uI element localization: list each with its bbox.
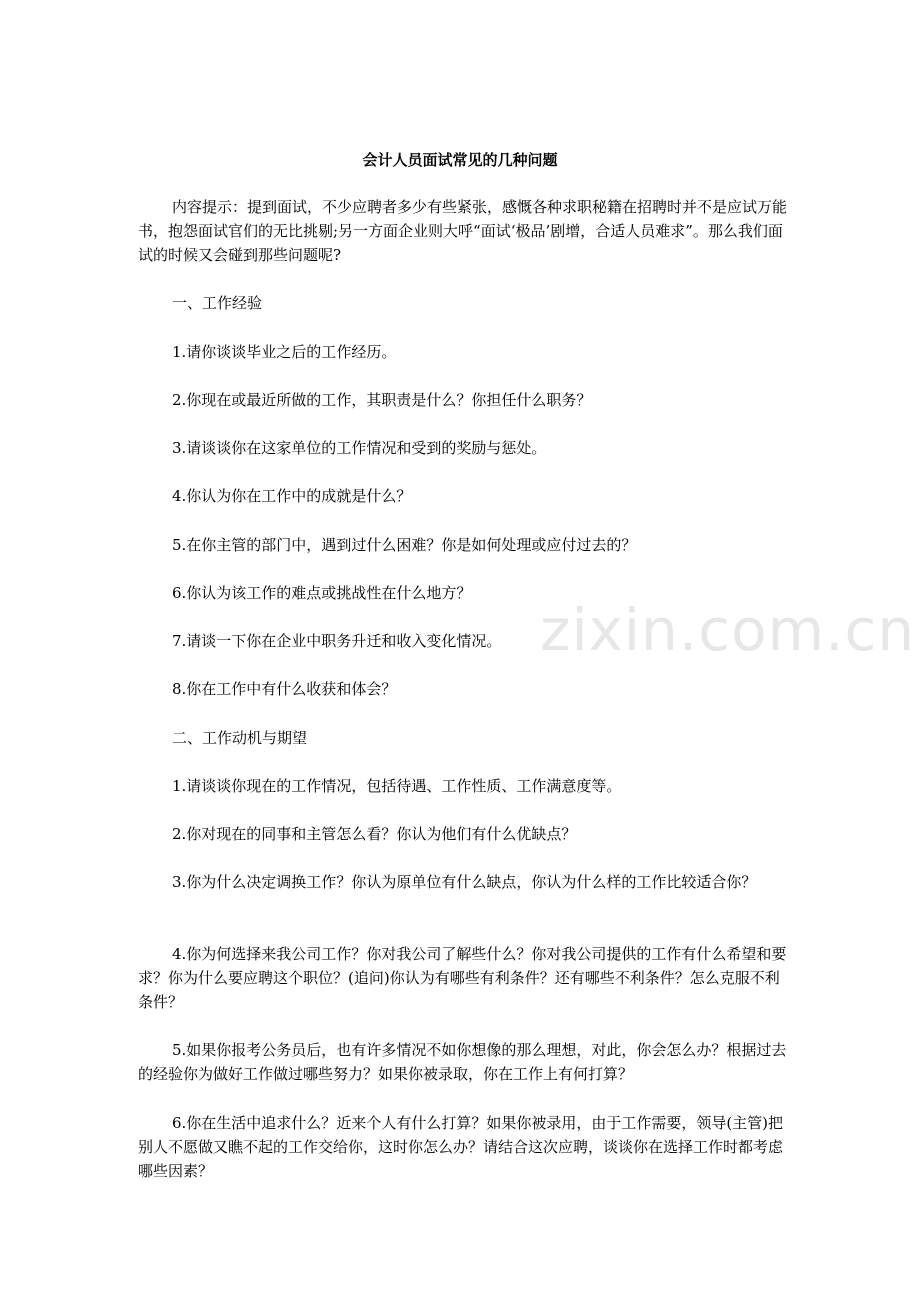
section1-item-2: 2.你现在或最近所做的工作，其职责是什么？你担任什么职务？ <box>172 391 592 409</box>
section1-item-8: 8.你在工作中有什么收获和体会？ <box>172 680 397 698</box>
document-title: 会计人员面试常见的几种问题 <box>362 151 558 169</box>
section2-item-1: 1.请谈谈你现在的工作情况，包括待遇、工作性质、工作满意度等。 <box>172 777 622 795</box>
section1-item-3: 3.请谈谈你在这家单位的工作情况和受到的奖励与惩处。 <box>172 439 547 457</box>
section1-item-5: 5.在你主管的部门中，遇到过什么困难？你是如何处理或应付过去的？ <box>172 536 637 554</box>
section2-item-2: 2.你对现在的同事和主管怎么看？你认为他们有什么优缺点？ <box>172 825 577 843</box>
section1-item-7: 7.请谈一下你在企业中职务升迁和收入变化情况。 <box>172 632 502 650</box>
section2-heading: 二、工作动机与期望 <box>172 729 308 747</box>
intro-paragraph: 内容提示：提到面试，不少应聘者多少有些紧张，感慨各种求职秘籍在招聘时并不是应试万能书，抱怨面试官们的无比挑剔;另一方面企业则大呼“面试‘极品’剧增，合适人员难求”。那么我们面试的时候又会碰到那些问题呢? <box>138 198 788 264</box>
section1-heading: 一、工作经验 <box>172 294 263 312</box>
section1-item-4: 4.你认为你在工作中的成就是什么？ <box>172 487 412 505</box>
section1-item-6: 6.你认为该工作的难点或挑战性在什么地方？ <box>172 584 472 602</box>
section2-item-4: 4.你为何选择来我公司工作？你对我公司了解些什么？你对我公司提供的工作有什么希望和要求？你为什么要应聘这个职位？(追问)你认为有哪些有利条件？还有哪些不利条件？怎么克服不利条件？ <box>138 945 787 1011</box>
section2-item-6: 6.你在生活中追求什么？近来个人有什么打算？如果你被录用，由于工作需要，领导(主管)把别人不愿做又瞧不起的工作交给你，这时你怎么办？请结合这次应聘，谈谈你在选择工作时都考虑哪些因素？ <box>138 1114 784 1180</box>
section1-item-1: 1.请你谈谈毕业之后的工作经历。 <box>172 343 397 361</box>
section2-item-3: 3.你为什么决定调换工作？你认为原单位有什么缺点，你认为什么样的工作比较适合你？ <box>172 873 757 891</box>
section2-item-5: 5.如果你报考公务员后，也有许多情况不如你想像的那么理想，对此，你会怎么办？根据过去的经验你为做好工作做过哪些努力？如果你被录取，你在工作上有何打算？ <box>138 1041 787 1083</box>
watermark: zixin.com.cn <box>540 596 916 664</box>
